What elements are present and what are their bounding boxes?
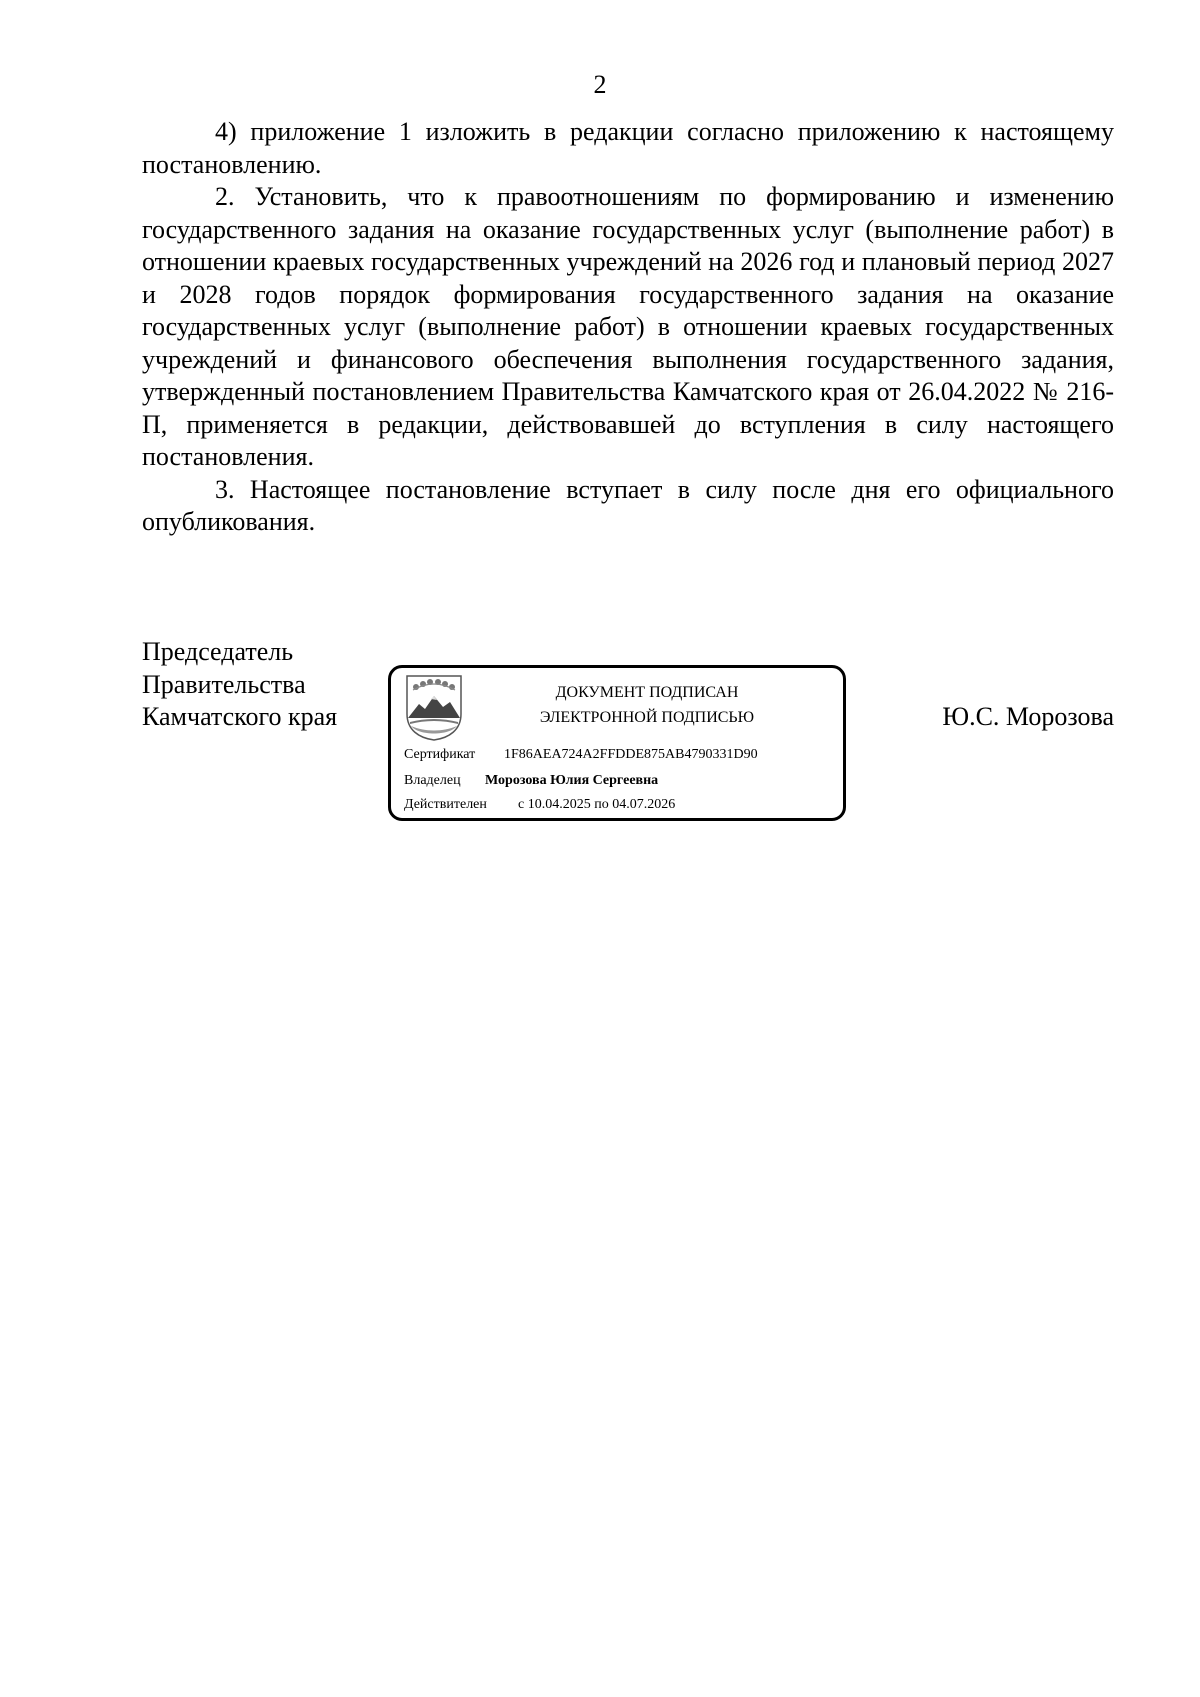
page-number: 2	[593, 70, 607, 99]
validity-row	[404, 796, 675, 814]
validity-label: Действителен	[404, 797, 487, 812]
stamp-title	[491, 680, 803, 730]
signatory-position	[142, 636, 337, 734]
paragraph: 2. Установить, что к правоотношениям по формированию и изменению государственного задания на оказание государственных услуг (выполнение работ) в отношении краевых государственных учреждений на 2026 год и плановый период 2027 и 2028 годов порядок формирования государственного задания на оказание государственных услуг (выполнение работ) в отношении краевых государственных учреждений и финансового обеспечения выполнения государственного задания, утвержденный постановлением Правительства Камчатского края от 26.04.2022 № 216-П, применяется в редакции, действовавшей до вступления в силу настоящего постановления.	[142, 182, 1114, 471]
owner-value: Морозова Юлия Сергеевна	[485, 773, 659, 788]
certificate-label: Сертификат	[404, 747, 476, 762]
certificate-row	[404, 746, 758, 764]
paragraph: 4) приложение 1 изложить в редакции согласно приложению к настоящему постановлению.	[142, 117, 1114, 179]
kamchatka-coat-of-arms-icon	[405, 674, 463, 742]
electronic-signature-stamp	[388, 665, 846, 821]
stamp-title-line: ЭЛЕКТРОННОЙ ПОДПИСЬЮ	[539, 709, 755, 726]
certificate-value: 1F86AEA724A2FFDDE875AB4790331D90	[504, 747, 758, 762]
owner-label: Владелец	[404, 773, 461, 788]
document-body	[142, 116, 1114, 539]
signatory-position-line: Правительства	[142, 669, 306, 699]
paragraph: 3. Настоящее постановление вступает в силу после дня его официального опубликования.	[142, 474, 1114, 536]
signatory-position-line: Председатель	[142, 637, 294, 666]
stamp-title-line: ДОКУМЕНТ ПОДПИСАН	[555, 684, 739, 701]
signatory-position-line: Камчатского края	[142, 702, 338, 731]
validity-value: с 10.04.2025 по 04.07.2026	[518, 797, 676, 812]
owner-row	[404, 772, 658, 790]
signer-name: Ю.С. Морозова	[942, 702, 1114, 731]
